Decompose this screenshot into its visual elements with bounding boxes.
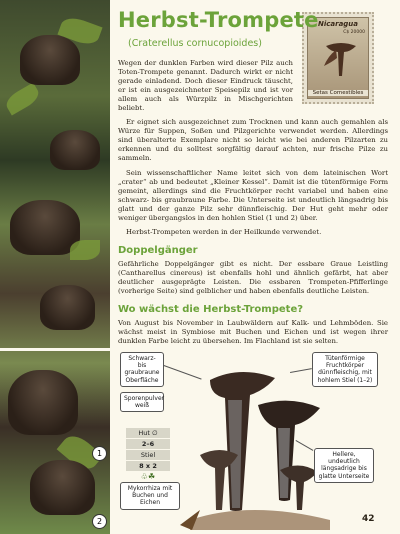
page-number: 42: [362, 514, 375, 524]
paragraph-doubles: Gefährliche Doppelgänger gibt es nicht. Der essbare Graue Leistling (Cantharellus cinereus) ist ebenfalls hohl und ähnlich gefärbt, hat aber deutlicher ausgeprägte Leisten. Die essbaren Trompeten-Pfifferlinge (vorherige Seite) sind gelblicher und haben ebenfalls deutliche Leisten.: [118, 260, 388, 296]
page-title: Herbst-Trompete: [118, 8, 319, 32]
stamp-caption: Setas Comestibles: [308, 90, 368, 96]
photo-strip: [0, 0, 110, 534]
stamp-value: C$ 20000: [343, 30, 365, 35]
stiel-label: Stiel: [126, 450, 170, 460]
paragraph-intro: Wegen der dunklen Farben wird dieser Pilz auch Toten-Trompete genannt. Dadurch wirkt er nicht gerade einladend. Doch dieser Eindruck täuscht, er ist ein ausgezeichneter Speisepilz und ist vor allem auch als Würzpilz in Mischgerichten beliebt.: [118, 59, 293, 112]
photo-label-2: 2: [92, 514, 107, 529]
hut-value: 2–6: [126, 439, 170, 449]
size-stats: [126, 428, 170, 481]
callout-mycorrhiza: Mykorrhiza mit Buchen und Eichen: [120, 482, 180, 510]
stamp-country: Nicaragua: [317, 20, 359, 28]
scientific-name: (Craterellus cornucopioides): [128, 38, 262, 49]
mushroom-illustration: [180, 360, 330, 530]
callout-surface: Schwarz- bis graubraune Oberfläche: [120, 352, 164, 387]
callout-spores: Sporenpulver weiß: [120, 392, 164, 412]
paragraph-usage: Er eignet sich ausgezeichnet zum Trocknen und kann auch gemahlen als Würze für Suppen, Soßen und Pilzgerichte verwendet werden. Allerdings sind überalterte Exemplare nicht so leicht wie bei anderen Pilzarten zu erkennen und du solltest sorgfältig darauf achten, nur frische Pilze zu sammeln.: [118, 118, 388, 163]
photo-label-1: 1: [92, 446, 107, 461]
stiel-value: 8 x 2: [126, 461, 170, 471]
callout-fruitbody: Tütenförmige Fruchtkörper dünnfleischig, mit hohlem Stiel (1–2): [312, 352, 378, 387]
paragraph-medicine: Herbst-Trompeten werden in der Heilkunde verwendet.: [126, 228, 322, 237]
callout-underside: Hellere, undeutlich längsadrige bis glatte Unterseite: [314, 448, 374, 483]
paragraph-habitat: Von August bis November in Laubwäldern auf Kalk- und Lehmböden. Sie wächst meist in Symbiose mit Buchen und Eichen und ist wegen ihrer dunklen Farbe leicht zu übersehen. Im Flachland ist sie selten.: [118, 318, 388, 345]
section-heading-doubles: Doppelgänger: [118, 245, 198, 257]
hut-label: Hut ∅: [126, 428, 170, 438]
section-heading-habitat: Wo wächst die Herbst-Trompete?: [118, 303, 304, 315]
article: [118, 8, 388, 346]
edible-icon: ♧☘: [140, 472, 156, 481]
paragraph-name: Sein wissenschaftlicher Name leitet sich von dem lateinischen Wort „crater“ ab und bedeutet „Kleiner Kessel“. Damit ist die tütenförmige Form gemeint, allerdings sind die Fruchtkörper recht variabel und haben eine schwarz- bis graubraune Farbe. Die Unterseite ist undeutlich längsadrig bis glatt und der ganze Pilz sehr dünnfleischig. Der Hut geht mehr oder weniger übergangslos in den hohlen Stiel (1 und 2) über.: [118, 168, 388, 222]
